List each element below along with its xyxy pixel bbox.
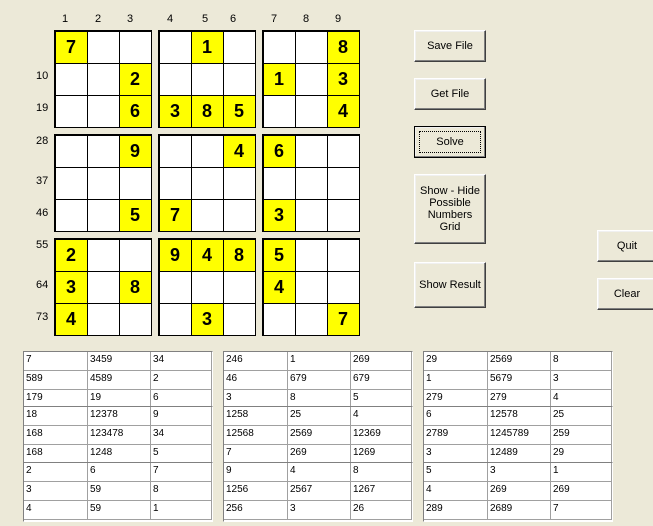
possible-numbers-cell: 2 <box>24 463 88 482</box>
show-result-button[interactable]: Show Result <box>414 262 486 308</box>
sudoku-box <box>54 134 152 232</box>
possible-numbers-cell: 3 <box>424 445 488 464</box>
possible-numbers-cell: 18 <box>24 407 88 426</box>
row-label-73: 73 <box>36 311 49 323</box>
possible-numbers-block <box>23 462 213 522</box>
clear-button[interactable]: Clear <box>597 278 653 310</box>
possible-numbers-cell: 589 <box>24 371 88 390</box>
sudoku-cell[interactable] <box>159 31 192 64</box>
possible-numbers-cell: 29 <box>551 445 612 464</box>
sudoku-cell[interactable]: 3 <box>55 271 88 304</box>
sudoku-cell[interactable] <box>223 63 256 96</box>
col-label-3: 3 <box>126 13 134 25</box>
sudoku-cell[interactable]: 8 <box>223 239 256 272</box>
sudoku-cell[interactable] <box>327 239 360 272</box>
col-label-5: 5 <box>201 13 209 25</box>
possible-numbers-cell: 269 <box>488 482 551 501</box>
possible-numbers-cell: 4589 <box>88 371 151 390</box>
possible-numbers-cell: 2 <box>151 371 212 390</box>
possible-numbers-cell: 8 <box>151 482 212 501</box>
sudoku-box <box>54 238 152 336</box>
col-label-7: 7 <box>270 13 278 25</box>
row-label-19: 19 <box>36 102 49 114</box>
possible-numbers-cell: 3 <box>488 463 551 482</box>
possible-numbers-cell: 12578 <box>488 407 551 426</box>
possible-numbers-block <box>423 406 613 466</box>
possible-numbers-cell: 59 <box>88 482 151 501</box>
possible-numbers-cell: 2569 <box>488 352 551 371</box>
possible-numbers-cell: 6 <box>88 463 151 482</box>
sudoku-cell[interactable] <box>55 199 88 232</box>
sudoku-cell[interactable]: 5 <box>263 239 296 272</box>
possible-numbers-block <box>23 351 213 411</box>
possible-numbers-cell: 3 <box>288 501 351 520</box>
possible-numbers-cell: 5 <box>151 445 212 464</box>
sudoku-cell[interactable]: 8 <box>119 271 152 304</box>
possible-numbers-cell: 5679 <box>488 371 551 390</box>
possible-numbers-cell: 9 <box>151 407 212 426</box>
sudoku-cell[interactable] <box>87 95 120 128</box>
possible-numbers-block <box>423 351 613 411</box>
sudoku-cell[interactable] <box>87 167 120 200</box>
possible-numbers-cell: 679 <box>351 371 412 390</box>
sudoku-cell[interactable] <box>119 303 152 336</box>
sudoku-cell[interactable]: 6 <box>263 135 296 168</box>
sudoku-cell[interactable] <box>223 303 256 336</box>
sudoku-cell[interactable] <box>87 135 120 168</box>
possible-numbers-cell: 269 <box>351 352 412 371</box>
sudoku-cell[interactable] <box>223 271 256 304</box>
possible-numbers-cell: 12378 <box>88 407 151 426</box>
sudoku-cell[interactable] <box>55 95 88 128</box>
possible-numbers-cell: 269 <box>288 445 351 464</box>
sudoku-cell[interactable] <box>295 95 328 128</box>
possible-numbers-cell: 3 <box>224 390 288 409</box>
possible-numbers-cell: 4 <box>351 407 412 426</box>
sudoku-cell[interactable]: 1 <box>191 31 224 64</box>
possible-numbers-cell: 289 <box>424 501 488 520</box>
sudoku-cell[interactable] <box>295 31 328 64</box>
sudoku-cell[interactable] <box>327 271 360 304</box>
possible-numbers-cell: 256 <box>224 501 288 520</box>
possible-numbers-cell: 3 <box>24 482 88 501</box>
possible-numbers-cell: 9 <box>224 463 288 482</box>
possible-numbers-cell: 279 <box>424 390 488 409</box>
quit-button[interactable]: Quit <box>597 230 653 262</box>
possible-numbers-cell: 259 <box>551 426 612 445</box>
sudoku-box <box>158 30 256 128</box>
possible-numbers-cell: 34 <box>151 352 212 371</box>
possible-numbers-cell: 3 <box>551 371 612 390</box>
sudoku-cell[interactable] <box>87 239 120 272</box>
sudoku-cell[interactable] <box>191 271 224 304</box>
possible-numbers-cell: 7 <box>151 463 212 482</box>
sudoku-cell[interactable] <box>119 167 152 200</box>
sudoku-box <box>54 30 152 128</box>
row-label-10: 10 <box>36 70 49 82</box>
possible-numbers-block <box>23 406 213 466</box>
possible-numbers-cell: 59 <box>88 501 151 520</box>
possible-numbers-cell: 1258 <box>224 407 288 426</box>
sudoku-cell[interactable] <box>295 135 328 168</box>
sudoku-cell[interactable] <box>119 31 152 64</box>
possible-numbers-block <box>423 462 613 522</box>
possible-numbers-cell: 8 <box>351 463 412 482</box>
sudoku-cell[interactable]: 3 <box>263 199 296 232</box>
sudoku-cell[interactable]: 4 <box>191 239 224 272</box>
sudoku-box <box>158 238 256 336</box>
possible-numbers-cell: 2689 <box>488 501 551 520</box>
sudoku-cell[interactable] <box>87 31 120 64</box>
sudoku-cell[interactable] <box>87 63 120 96</box>
col-label-9: 9 <box>334 13 342 25</box>
col-label-6: 6 <box>229 13 237 25</box>
possible-numbers-block <box>223 351 413 411</box>
possible-numbers-cell: 1 <box>288 352 351 371</box>
sudoku-cell[interactable] <box>295 167 328 200</box>
possible-numbers-cell: 7 <box>24 352 88 371</box>
sudoku-cell[interactable] <box>55 167 88 200</box>
col-label-1: 1 <box>61 13 69 25</box>
possible-numbers-cell: 25 <box>551 407 612 426</box>
row-label-55: 55 <box>36 239 49 251</box>
possible-numbers-cell: 34 <box>151 426 212 445</box>
possible-numbers-cell: 1 <box>551 463 612 482</box>
sudoku-box <box>262 238 360 336</box>
sudoku-cell[interactable]: 3 <box>159 95 192 128</box>
sudoku-cell[interactable] <box>295 303 328 336</box>
sudoku-cell[interactable] <box>87 303 120 336</box>
possible-numbers-cell: 2567 <box>288 482 351 501</box>
possible-numbers-cell: 3459 <box>88 352 151 371</box>
possible-numbers-cell: 2789 <box>424 426 488 445</box>
sudoku-cell[interactable]: 4 <box>55 303 88 336</box>
col-label-8: 8 <box>302 13 310 25</box>
sudoku-cell[interactable] <box>263 95 296 128</box>
sudoku-cell[interactable]: 7 <box>327 303 360 336</box>
sudoku-cell[interactable] <box>327 199 360 232</box>
possible-numbers-cell: 1245789 <box>488 426 551 445</box>
col-label-2: 2 <box>94 13 102 25</box>
sudoku-cell[interactable]: 7 <box>159 199 192 232</box>
possible-numbers-cell: 19 <box>88 390 151 409</box>
possible-numbers-cell: 8 <box>551 352 612 371</box>
possible-numbers-cell: 26 <box>351 501 412 520</box>
possible-numbers-cell: 5 <box>424 463 488 482</box>
possible-numbers-cell: 8 <box>288 390 351 409</box>
row-label-46: 46 <box>36 207 49 219</box>
possible-numbers-cell: 4 <box>24 501 88 520</box>
sudoku-cell[interactable] <box>295 239 328 272</box>
sudoku-cell[interactable] <box>295 271 328 304</box>
possible-numbers-cell: 25 <box>288 407 351 426</box>
sudoku-cell[interactable]: 4 <box>263 271 296 304</box>
sudoku-cell[interactable] <box>263 31 296 64</box>
possible-numbers-cell: 4 <box>424 482 488 501</box>
col-label-4: 4 <box>166 13 174 25</box>
sudoku-cell[interactable]: 4 <box>223 135 256 168</box>
sudoku-cell[interactable] <box>327 167 360 200</box>
sudoku-cell[interactable] <box>327 135 360 168</box>
sudoku-cell[interactable]: 3 <box>327 63 360 96</box>
get-file-button[interactable]: Get File <box>414 78 486 110</box>
possible-numbers-cell: 179 <box>24 390 88 409</box>
sudoku-cell[interactable] <box>263 303 296 336</box>
possible-numbers-cell: 12369 <box>351 426 412 445</box>
sudoku-cell[interactable] <box>87 199 120 232</box>
sudoku-cell[interactable] <box>223 167 256 200</box>
sudoku-cell[interactable] <box>87 271 120 304</box>
sudoku-cell[interactable]: 4 <box>327 95 360 128</box>
possible-numbers-cell: 4 <box>551 390 612 409</box>
possible-numbers-cell: 168 <box>24 426 88 445</box>
sudoku-cell[interactable] <box>159 167 192 200</box>
sudoku-cell[interactable] <box>295 63 328 96</box>
possible-numbers-cell: 1 <box>151 501 212 520</box>
sudoku-cell[interactable] <box>191 199 224 232</box>
sudoku-cell[interactable] <box>191 63 224 96</box>
sudoku-box <box>262 30 360 128</box>
possible-numbers-cell: 246 <box>224 352 288 371</box>
sudoku-cell[interactable]: 1 <box>263 63 296 96</box>
possible-numbers-cell: 7 <box>551 501 612 520</box>
possible-numbers-block <box>223 406 413 466</box>
sudoku-cell[interactable]: 8 <box>327 31 360 64</box>
sudoku-cell[interactable]: 5 <box>119 199 152 232</box>
row-label-28: 28 <box>36 135 49 147</box>
possible-numbers-cell: 6 <box>424 407 488 426</box>
sudoku-cell[interactable] <box>223 31 256 64</box>
show-hide-possible-grid-button[interactable]: Show - Hide Possible Numbers Grid <box>414 174 486 244</box>
possible-numbers-cell: 279 <box>488 390 551 409</box>
possible-numbers-cell: 2569 <box>288 426 351 445</box>
possible-numbers-cell: 1267 <box>351 482 412 501</box>
possible-numbers-cell: 29 <box>424 352 488 371</box>
sudoku-box <box>158 134 256 232</box>
sudoku-box <box>262 134 360 232</box>
sudoku-cell[interactable] <box>159 303 192 336</box>
sudoku-cell[interactable] <box>191 167 224 200</box>
possible-numbers-cell: 12568 <box>224 426 288 445</box>
sudoku-cell[interactable]: 8 <box>191 95 224 128</box>
possible-numbers-cell: 168 <box>24 445 88 464</box>
sudoku-cell[interactable]: 2 <box>119 63 152 96</box>
possible-numbers-cell: 123478 <box>88 426 151 445</box>
solve-button[interactable]: Solve <box>414 126 486 158</box>
sudoku-cell[interactable] <box>55 63 88 96</box>
sudoku-cell[interactable] <box>159 63 192 96</box>
sudoku-cell[interactable]: 7 <box>55 31 88 64</box>
possible-numbers-cell: 1269 <box>351 445 412 464</box>
sudoku-cell[interactable]: 6 <box>119 95 152 128</box>
possible-numbers-cell: 7 <box>224 445 288 464</box>
sudoku-cell[interactable]: 5 <box>223 95 256 128</box>
possible-numbers-cell: 5 <box>351 390 412 409</box>
row-label-64: 64 <box>36 279 49 291</box>
sudoku-cell[interactable] <box>263 167 296 200</box>
sudoku-cell[interactable] <box>223 199 256 232</box>
possible-numbers-cell: 679 <box>288 371 351 390</box>
sudoku-cell[interactable]: 3 <box>191 303 224 336</box>
row-label-37: 37 <box>36 175 49 187</box>
sudoku-cell[interactable] <box>55 135 88 168</box>
sudoku-cell[interactable] <box>191 135 224 168</box>
possible-numbers-cell: 46 <box>224 371 288 390</box>
possible-numbers-cell: 12489 <box>488 445 551 464</box>
sudoku-cell[interactable] <box>119 239 152 272</box>
sudoku-cell[interactable]: 9 <box>159 239 192 272</box>
sudoku-cell[interactable] <box>159 271 192 304</box>
possible-numbers-cell: 1 <box>424 371 488 390</box>
sudoku-cell[interactable]: 2 <box>55 239 88 272</box>
possible-numbers-cell: 4 <box>288 463 351 482</box>
possible-numbers-cell: 1256 <box>224 482 288 501</box>
possible-numbers-cell: 269 <box>551 482 612 501</box>
sudoku-cell[interactable] <box>295 199 328 232</box>
sudoku-cell[interactable]: 9 <box>119 135 152 168</box>
possible-numbers-block <box>223 462 413 522</box>
save-file-button[interactable]: Save File <box>414 30 486 62</box>
possible-numbers-cell: 6 <box>151 390 212 409</box>
possible-numbers-cell: 1248 <box>88 445 151 464</box>
sudoku-cell[interactable] <box>159 135 192 168</box>
